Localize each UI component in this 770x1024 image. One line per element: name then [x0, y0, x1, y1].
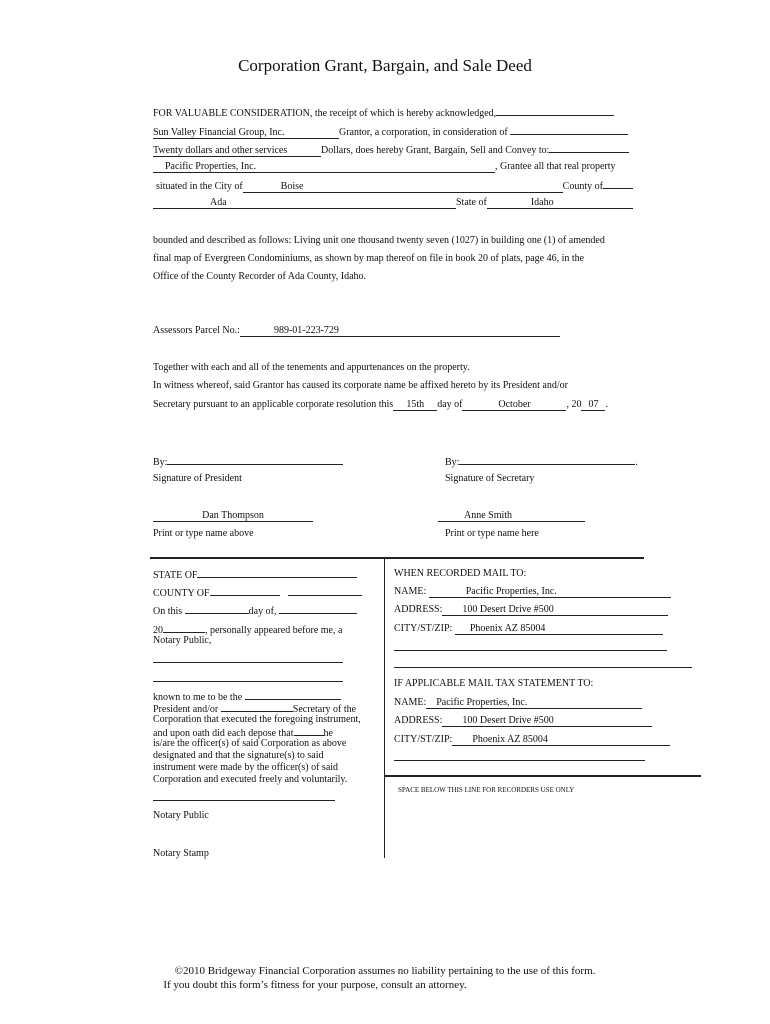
- notary-blank-line[interactable]: [153, 681, 343, 682]
- witness-line-1: Together with each and all of the tenements and appurtenances on the property.: [153, 362, 470, 373]
- known-line-4: and upon oath did each depose that he: [153, 728, 333, 739]
- known-line-3: Corporation that executed the foregoing instrument,: [153, 714, 361, 725]
- mail-to-name-row: [394, 586, 671, 598]
- appeared-text: , personally appeared before me, a: [205, 625, 343, 636]
- grantee-name-field[interactable]: Pacific Properties, Inc.: [153, 162, 495, 173]
- city-label: CITY/ST/ZIP:: [394, 734, 453, 745]
- print-name-above: Print or type name above: [153, 528, 254, 539]
- intro-line-5: [156, 179, 633, 193]
- footer-line-2: If you doubt this form’s fitness for your purpose, consult an attorney.: [163, 979, 467, 991]
- parcel-number-field[interactable]: 989-01-223-729: [240, 326, 560, 337]
- recorder-note: SPACE BELOW THIS LINE FOR RECORDERS USE ONLY: [398, 786, 575, 794]
- intro-line-2-text: Grantor, a corporation, in consideration of: [339, 127, 508, 138]
- president-name-row: [153, 510, 313, 522]
- notary-month-field[interactable]: [279, 604, 357, 614]
- county-label: County of: [562, 181, 603, 192]
- description-line-3: Office of the County Recorder of Ada County, Idaho.: [153, 271, 367, 282]
- mail-to-heading: WHEN RECORDED MAIL TO:: [394, 568, 527, 579]
- notary-signature-line[interactable]: [153, 800, 335, 801]
- consideration-blank[interactable]: [510, 125, 628, 135]
- secretary-signature-field[interactable]: [459, 455, 635, 465]
- state-field[interactable]: Idaho: [487, 198, 633, 209]
- grantor-name-field[interactable]: Sun Valley Financial Group, Inc.: [153, 128, 339, 139]
- period: .: [605, 399, 608, 410]
- day-of-label: day of: [437, 399, 463, 410]
- witness-line-3-text: Secretary pursuant to an applicable corporate resolution this: [153, 399, 394, 410]
- notary-county-row: [153, 586, 362, 599]
- blank[interactable]: [294, 726, 324, 736]
- page-title: Corporation Grant, Bargain, and Sale Deed: [238, 56, 532, 75]
- tax-to-address-row: [394, 715, 652, 727]
- notary-state-field[interactable]: [197, 568, 357, 578]
- intro-text: FOR VALUABLE CONSIDERATION, the receipt of which is hereby acknowledged,: [153, 108, 497, 119]
- day-field[interactable]: 15th: [393, 400, 437, 411]
- known-line-2: President and/or Secretary of the: [153, 704, 357, 715]
- address-label: ADDRESS:: [394, 715, 443, 726]
- state-label: State of: [456, 197, 487, 208]
- notary-year-field[interactable]: [163, 623, 205, 633]
- year-prefix: 20: [153, 625, 163, 636]
- intro-line-3-text: Dollars, does hereby Grant, Bargain, Sell and Convey to:: [321, 145, 550, 156]
- mail-to-name-field[interactable]: Pacific Properties, Inc.: [429, 587, 671, 598]
- description-line-2: final map of Evergreen Condominiums, as shown by map thereof on file in book 20 of plats, page 46, in the: [153, 253, 585, 264]
- notary-state-row: [153, 568, 357, 581]
- tax-to-name-row: [394, 697, 642, 709]
- notary-county-field-2[interactable]: [288, 586, 362, 596]
- recorder-divider: [384, 775, 701, 777]
- tax-to-city-field[interactable]: Phoenix AZ 85004: [452, 735, 670, 746]
- state-label: STATE OF: [153, 570, 198, 581]
- notary-public-line: Notary Public,: [153, 635, 212, 646]
- footer-line-1: ©2010 Bridgeway Financial Corporation assumes no liability pertaining to the use of this form.: [174, 965, 596, 977]
- name-label: NAME:: [394, 697, 427, 708]
- known-line-8: Corporation and executed freely and voluntarily.: [153, 774, 348, 785]
- mail-to-extra-line[interactable]: [394, 667, 692, 668]
- by-label: By:: [445, 457, 460, 468]
- known-line-5: is/are the officer(s) of said Corporation as above: [153, 738, 347, 749]
- notary-stamp-label: Notary Stamp: [153, 848, 209, 859]
- secretary-name-field[interactable]: Anne Smith: [438, 511, 585, 522]
- county-field[interactable]: Ada: [153, 198, 456, 209]
- blank[interactable]: [549, 143, 629, 153]
- president-signature-label: Signature of President: [153, 473, 242, 484]
- notary-day-field[interactable]: [185, 604, 249, 614]
- tax-to-city-row: [394, 734, 670, 746]
- blank[interactable]: [221, 702, 293, 712]
- name-label: NAME:: [394, 586, 427, 597]
- intro-line-3: [153, 143, 629, 157]
- county-label: COUNTY OF: [153, 588, 210, 599]
- month-field[interactable]: October: [462, 400, 566, 411]
- known-line-7: instrument were made by the officer(s) of said: [153, 762, 339, 773]
- mail-to-address-field[interactable]: 100 Desert Drive #500: [442, 605, 668, 616]
- description-line-1: bounded and described as follows: Living unit one thousand twenty seven (1027) in building one (1) of amended: [153, 235, 605, 246]
- intro-line-2: [153, 125, 628, 139]
- city-label: CITY/ST/ZIP:: [394, 623, 453, 634]
- notary-public-label: Notary Public: [153, 810, 209, 821]
- year-field[interactable]: 07: [581, 400, 605, 411]
- known-line-1: known to me to be the: [153, 690, 341, 703]
- address-label: ADDRESS:: [394, 604, 443, 615]
- year-prefix: , 20: [566, 399, 582, 410]
- print-name-here: Print or type name here: [445, 528, 539, 539]
- mail-to-extra-line[interactable]: [394, 650, 667, 651]
- intro-line-4-text: , Grantee all that real property: [495, 161, 616, 172]
- president-name-field[interactable]: Dan Thompson: [153, 511, 313, 522]
- blank[interactable]: [245, 690, 341, 700]
- notary-date-row: [153, 604, 357, 617]
- secretary-by-row: By: .: [445, 457, 638, 468]
- column-divider: [384, 558, 385, 858]
- mail-to-city-field[interactable]: Phoenix AZ 85004: [455, 624, 663, 635]
- secretary-signature-label: Signature of Secretary: [445, 473, 535, 484]
- mail-to-city-row: [394, 623, 663, 635]
- consideration-field[interactable]: Twenty dollars and other services: [153, 146, 321, 157]
- intro-line-4: [153, 161, 616, 173]
- notary-county-field[interactable]: [210, 586, 280, 596]
- section-divider: [150, 557, 644, 559]
- blank[interactable]: [496, 106, 614, 116]
- witness-line-2: In witness whereof, said Grantor has caused its corporate name be affixed hereto by its President and/or: [153, 380, 568, 391]
- witness-line-3: [153, 399, 608, 411]
- tax-to-extra-line[interactable]: [394, 760, 645, 761]
- notary-blank-line[interactable]: [153, 662, 343, 663]
- parcel-label: Assessors Parcel No.:: [153, 325, 240, 336]
- by-label: By:: [153, 457, 168, 468]
- mail-to-address-row: [394, 604, 668, 616]
- on-this-label: On this: [153, 606, 183, 617]
- intro-line-1: [153, 106, 614, 119]
- secretary-name-row: [438, 510, 585, 522]
- tax-to-heading: IF APPLICABLE MAIL TAX STATEMENT TO:: [394, 678, 594, 689]
- day-of-label: day of,: [248, 606, 277, 617]
- tax-to-name-field[interactable]: Pacific Properties, Inc.: [426, 698, 642, 709]
- blank[interactable]: [603, 179, 633, 189]
- city-field[interactable]: Boise: [243, 182, 563, 193]
- known-line-6: designated and that the signature(s) to said: [153, 750, 324, 761]
- intro-line-6: [153, 197, 633, 209]
- president-signature-field[interactable]: [167, 455, 343, 465]
- tax-to-address-field[interactable]: 100 Desert Drive #500: [442, 716, 652, 727]
- president-by-row: [153, 455, 343, 468]
- situated-label: situated in the City of: [156, 181, 243, 192]
- parcel-row: [153, 325, 560, 337]
